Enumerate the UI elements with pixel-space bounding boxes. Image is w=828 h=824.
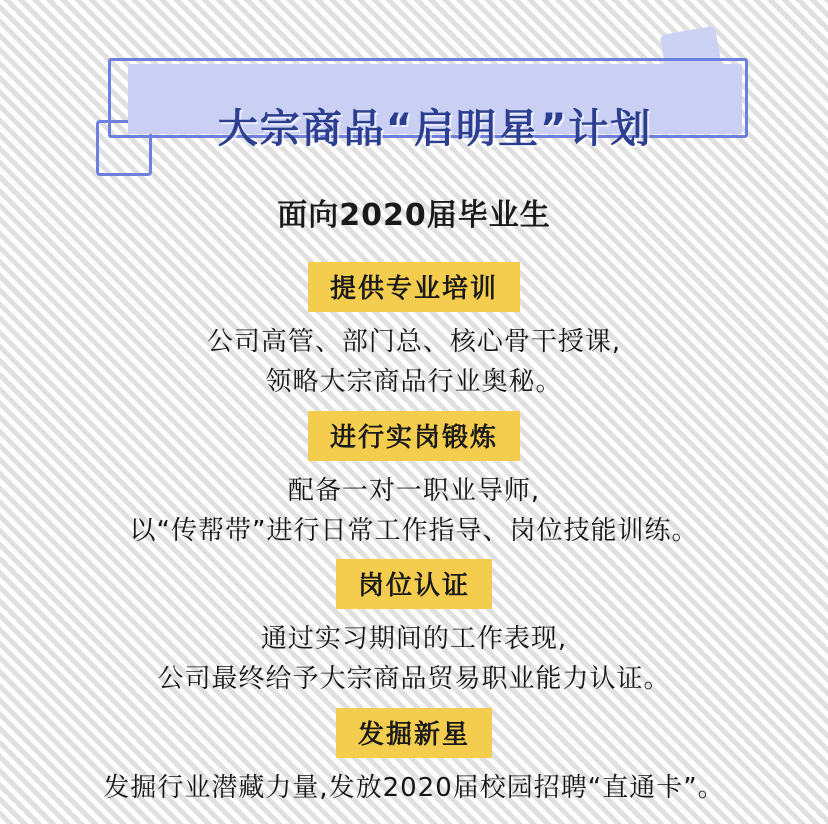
section-block: [0, 559, 828, 700]
section-body: [0, 768, 828, 808]
section-header: [0, 262, 828, 312]
section-line: 领略大宗商品行业奥秘。: [265, 367, 563, 398]
section-line: 公司高管、部门总、核心骨干授课,: [206, 327, 622, 357]
section-block: [0, 708, 828, 808]
section-badge: 发掘新星: [336, 708, 492, 758]
section-header: [0, 559, 828, 609]
section-line: 发掘行业潜藏力量,发放2020届校园招聘“直通卡”。: [103, 772, 725, 803]
sections-list: [0, 262, 828, 808]
section-line: 配备一对一职业导师,: [287, 475, 541, 506]
page-title: 大宗商品“启明星”计划: [217, 106, 653, 153]
section-badge: 岗位认证: [336, 559, 492, 609]
section-body: [0, 619, 828, 700]
section-header: [0, 708, 828, 758]
section-block: [0, 411, 828, 552]
subtitle: 面向2020届毕业生: [277, 198, 551, 233]
section-body: [0, 471, 828, 552]
section-header: [0, 411, 828, 461]
section-line: 以“传帮带”进行日常工作指导、岗位技能训练。: [129, 515, 699, 546]
section-block: [0, 262, 828, 403]
title-area: [0, 0, 828, 180]
section-badge: 进行实岗锻炼: [308, 411, 520, 461]
section-line: 公司最终给予大宗商品贸易职业能力认证。: [157, 664, 671, 695]
section-badge: 提供专业培训: [308, 262, 520, 312]
section-body: [0, 322, 828, 403]
section-line: 通过实习期间的工作表现,: [260, 624, 568, 655]
